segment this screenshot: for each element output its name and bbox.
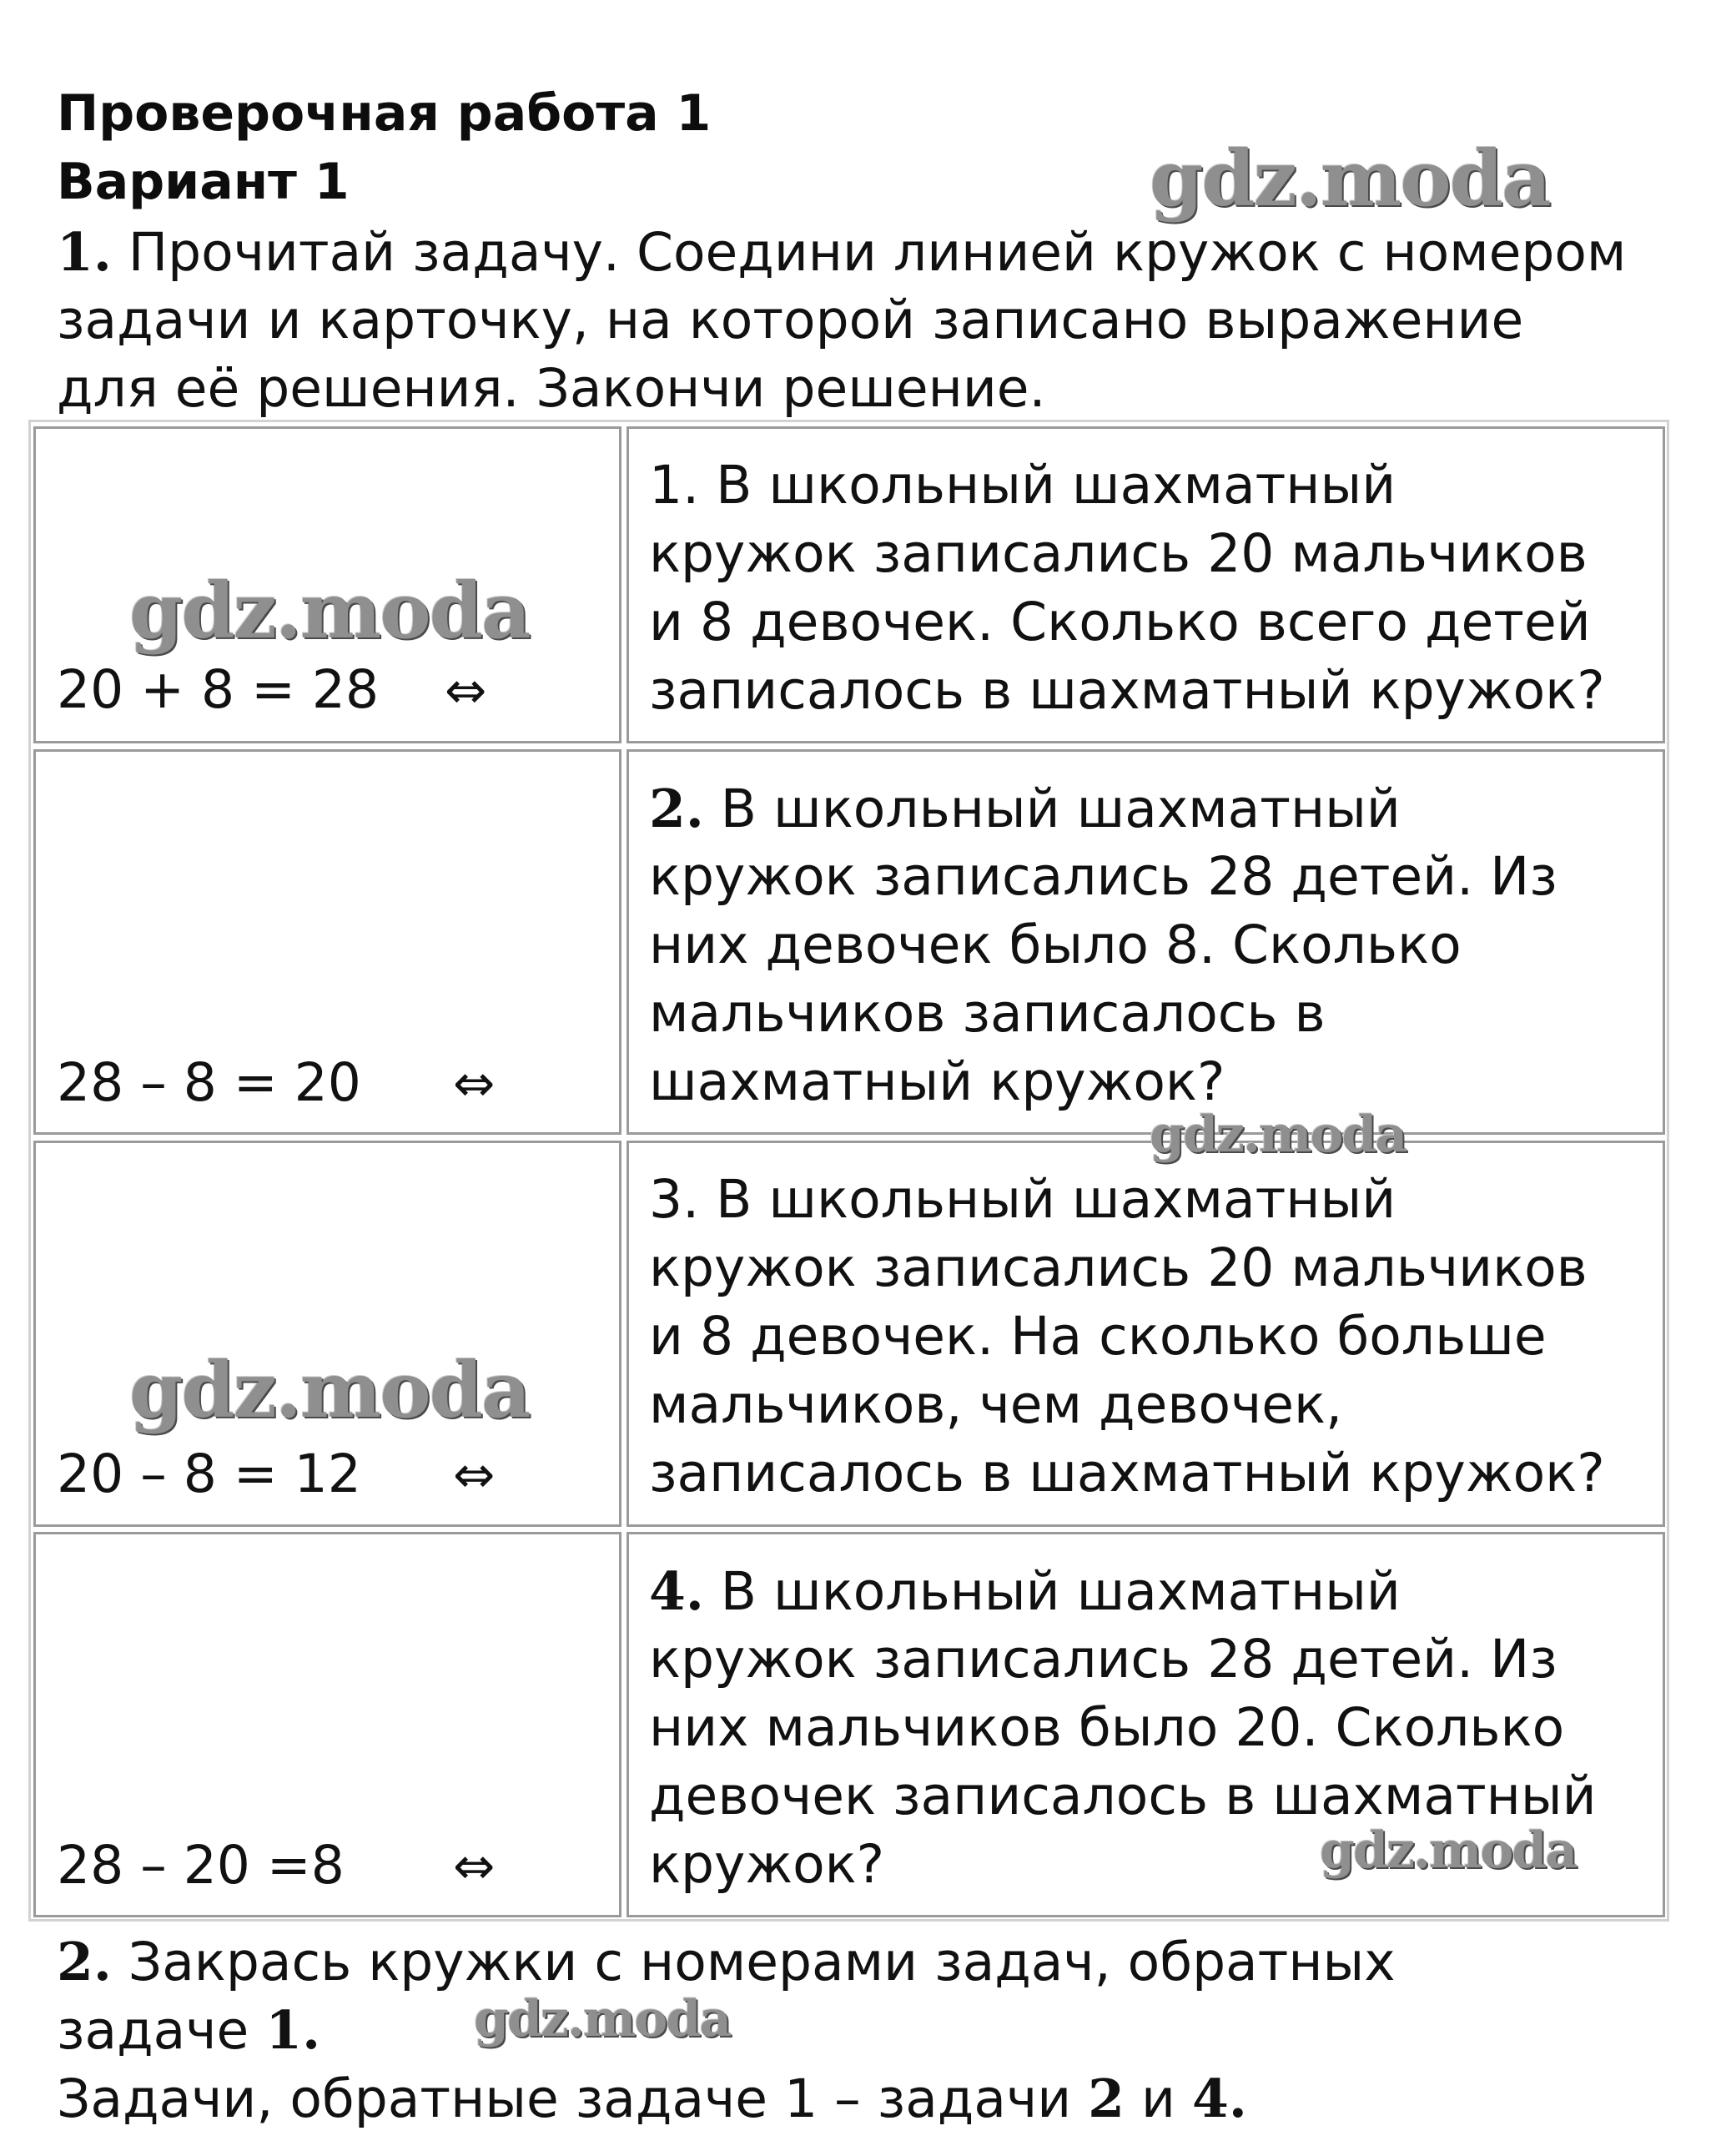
task-2-line-1: 2. В школьный шахматный (649, 778, 1401, 839)
task-4-line-1: 4. В школьный шахматный (649, 1560, 1401, 1622)
task-2-line-5: шахматный кружок? (649, 1051, 1225, 1112)
expression-3: 20 – 8 = 12 (57, 1443, 361, 1504)
task2-number: 2. (57, 1931, 112, 1992)
variant-label: Вариант 1 (57, 153, 350, 211)
task1-instruction-line-3: для её решения. Закончи решение. (57, 358, 1046, 419)
task-1-line-2: кружок записались 20 мальчиков (649, 523, 1588, 584)
task1-instruction-line-1: 1. Прочитай задачу. Соедини линией кружок с номером (57, 221, 1627, 283)
task-1-line-4: записалось в шахматный кружок? (649, 660, 1605, 721)
task-3-line-1: 3. В школьный шахматный (649, 1169, 1396, 1230)
page-title: Проверочная работа 1 (57, 84, 712, 143)
task-1-line-3: и 8 девочек. Сколько всего детей (649, 592, 1591, 652)
task-1-line-1: 1. В школьный шахматный (649, 455, 1396, 516)
watermark-logo: gdz.moda (129, 1345, 530, 1435)
double-arrow-icon: ⇔ (453, 1446, 496, 1504)
expression-1: 20 + 8 = 28 (57, 659, 380, 720)
watermark-logo: gdz.moda (474, 1990, 731, 2048)
double-arrow-icon: ⇔ (453, 1055, 496, 1113)
task-4-number: 4. (649, 1560, 704, 1622)
task-3-line-4: мальчиков, чем девочек, (649, 1374, 1343, 1435)
task-2-number: 2. (649, 778, 704, 839)
expression-2: 28 – 8 = 20 (57, 1052, 361, 1113)
task-3-number: 3. (649, 1169, 700, 1230)
task-2-line-4: мальчиков записалось в (649, 983, 1326, 1044)
task-3-line-3: и 8 девочек. На сколько больше (649, 1306, 1547, 1367)
double-arrow-icon: ⇔ (453, 1837, 496, 1896)
task-4-line-5: кружок? (649, 1834, 885, 1895)
task2-instruction-line-2: задаче 1. (57, 1999, 321, 2061)
task-4-line-3: них мальчиков было 20. Сколько (649, 1697, 1565, 1758)
task2-instruction-line-1: 2. Закрась кружки с номерами задач, обратных (57, 1931, 1396, 1992)
watermark-logo: gdz.moda (1320, 1821, 1577, 1880)
task-3-line-2: кружок записались 20 мальчиков (649, 1237, 1588, 1298)
double-arrow-icon: ⇔ (445, 662, 487, 720)
task1-instruction-line-2: задачи и карточку, на которой записано выражение (57, 290, 1524, 350)
watermark-logo: gdz.moda (1150, 1106, 1407, 1164)
task1-number: 1. (57, 221, 112, 283)
task-3-line-5: записалось в шахматный кружок? (649, 1443, 1605, 1504)
watermark-logo: gdz.moda (129, 566, 530, 656)
task-4-line-4: девочек записалось в шахматный (649, 1766, 1597, 1826)
task-4-line-2: кружок записались 28 детей. Из (649, 1629, 1557, 1690)
expression-4: 28 – 20 =8 (57, 1835, 345, 1896)
task-2-line-3: них девочек было 8. Сколько (649, 914, 1462, 975)
task-2-line-2: кружок записались 28 детей. Из (649, 846, 1557, 907)
task2-answer: Задачи, обратные задаче 1 – задачи 2 и 4. (57, 2068, 1247, 2129)
watermark-logo: gdz.moda (1150, 133, 1550, 224)
task-1-number: 1. (649, 455, 700, 516)
